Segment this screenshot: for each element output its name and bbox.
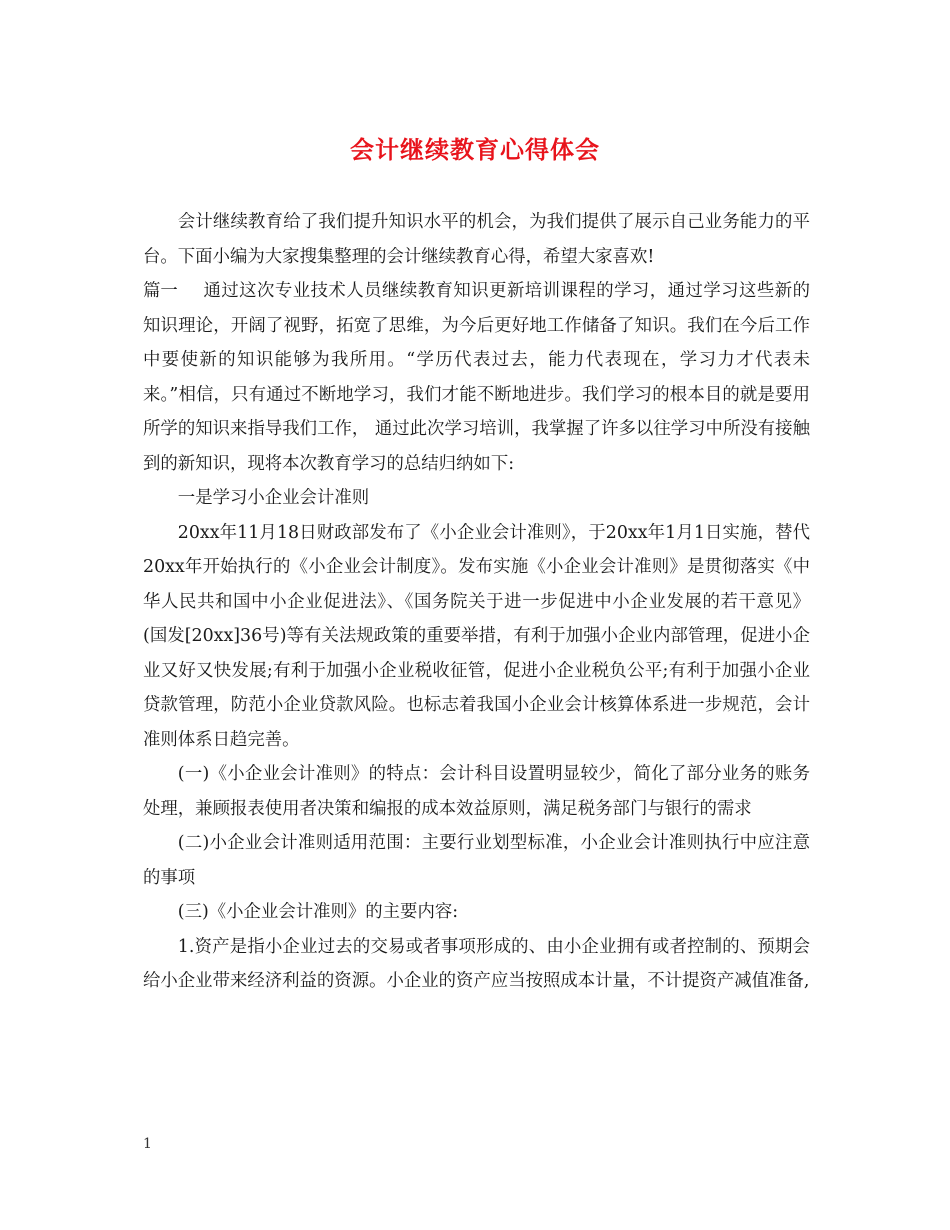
features-paragraph: (一)《小企业会计准则》的特点：会计科目设置明显较少，简化了部分业务的账务处理，兼顾报表使用者决策和编报的成本效益原则，满足税务部门与银行的需求 bbox=[143, 764, 810, 819]
heading-small-enterprise-standards: 一是学习小企业会计准则 bbox=[177, 488, 370, 508]
intro-paragraph: 会计继续教育给了我们提升知识水平的机会，为我们提供了展示自己业务能力的平台。下面小编为大家搜集整理的会计继续教育心得，希望大家喜欢! bbox=[143, 212, 810, 267]
scope-paragraph: (二)小企业会计准则适用范围：主要行业划型标准，小企业会计准则执行中应注意的事项 bbox=[143, 833, 810, 888]
document-title: 会计继续教育心得体会 bbox=[350, 135, 600, 164]
section-label: 篇一 bbox=[143, 281, 178, 301]
assets-paragraph: 1.资产是指小企业过去的交易或者事项形成的、由小企业拥有或者控制的、预期会给小企业带来经济利益的资源。小企业的资产应当按照成本计量，不计提资产减值准备, bbox=[143, 936, 810, 991]
contents-heading: (三)《小企业会计准则》的主要内容: bbox=[177, 902, 459, 922]
standards-paragraph: 20xx年11月18日财政部发布了《小企业会计准则》，于20xx年1月1日实施，替代20xx年开始执行的《小企业会计制度》。发布实施《小企业会计准则》是贯彻落实《中华人民共和国中小企业促进法》、《国务院关于进一步促进中小企业发展的若干意见》(国发[20xx]36号)等有关法规政策的重要举措，有利于加强小企业内部管理，促进小企业又好又快发展;有利于加强小企业税收征管，促进小企业税负公平;有利于加强小企业贷款管理，防范小企业贷款风险。也标志着我国小企业会计核算体系进一步规范，会计准则体系日趋完善。 bbox=[143, 522, 810, 750]
section-one-text: 通过这次专业技术人员继续教育知识更新培训课程的学习，通过学习这些新的知识理论，开阔了视野，拓宽了思维，为今后更好地工作储备了知识。我们在今后工作中要使新的知识能够为我所用。“学历代表过去，能力代表现在，学习力才代表未来。”相信，只有通过不断地学习，我们才能不断地进步。我们学习的根本目的就是要用所学的知识来指导我们工作， 通过此次学习培训，我掌握了许多以往学习中所没有接触到的新知识，现将本次教育学习的总结归纳如下: bbox=[143, 281, 810, 474]
page-number: 1 bbox=[143, 1136, 152, 1152]
section-one-paragraph bbox=[143, 274, 810, 481]
document-body bbox=[143, 205, 810, 999]
